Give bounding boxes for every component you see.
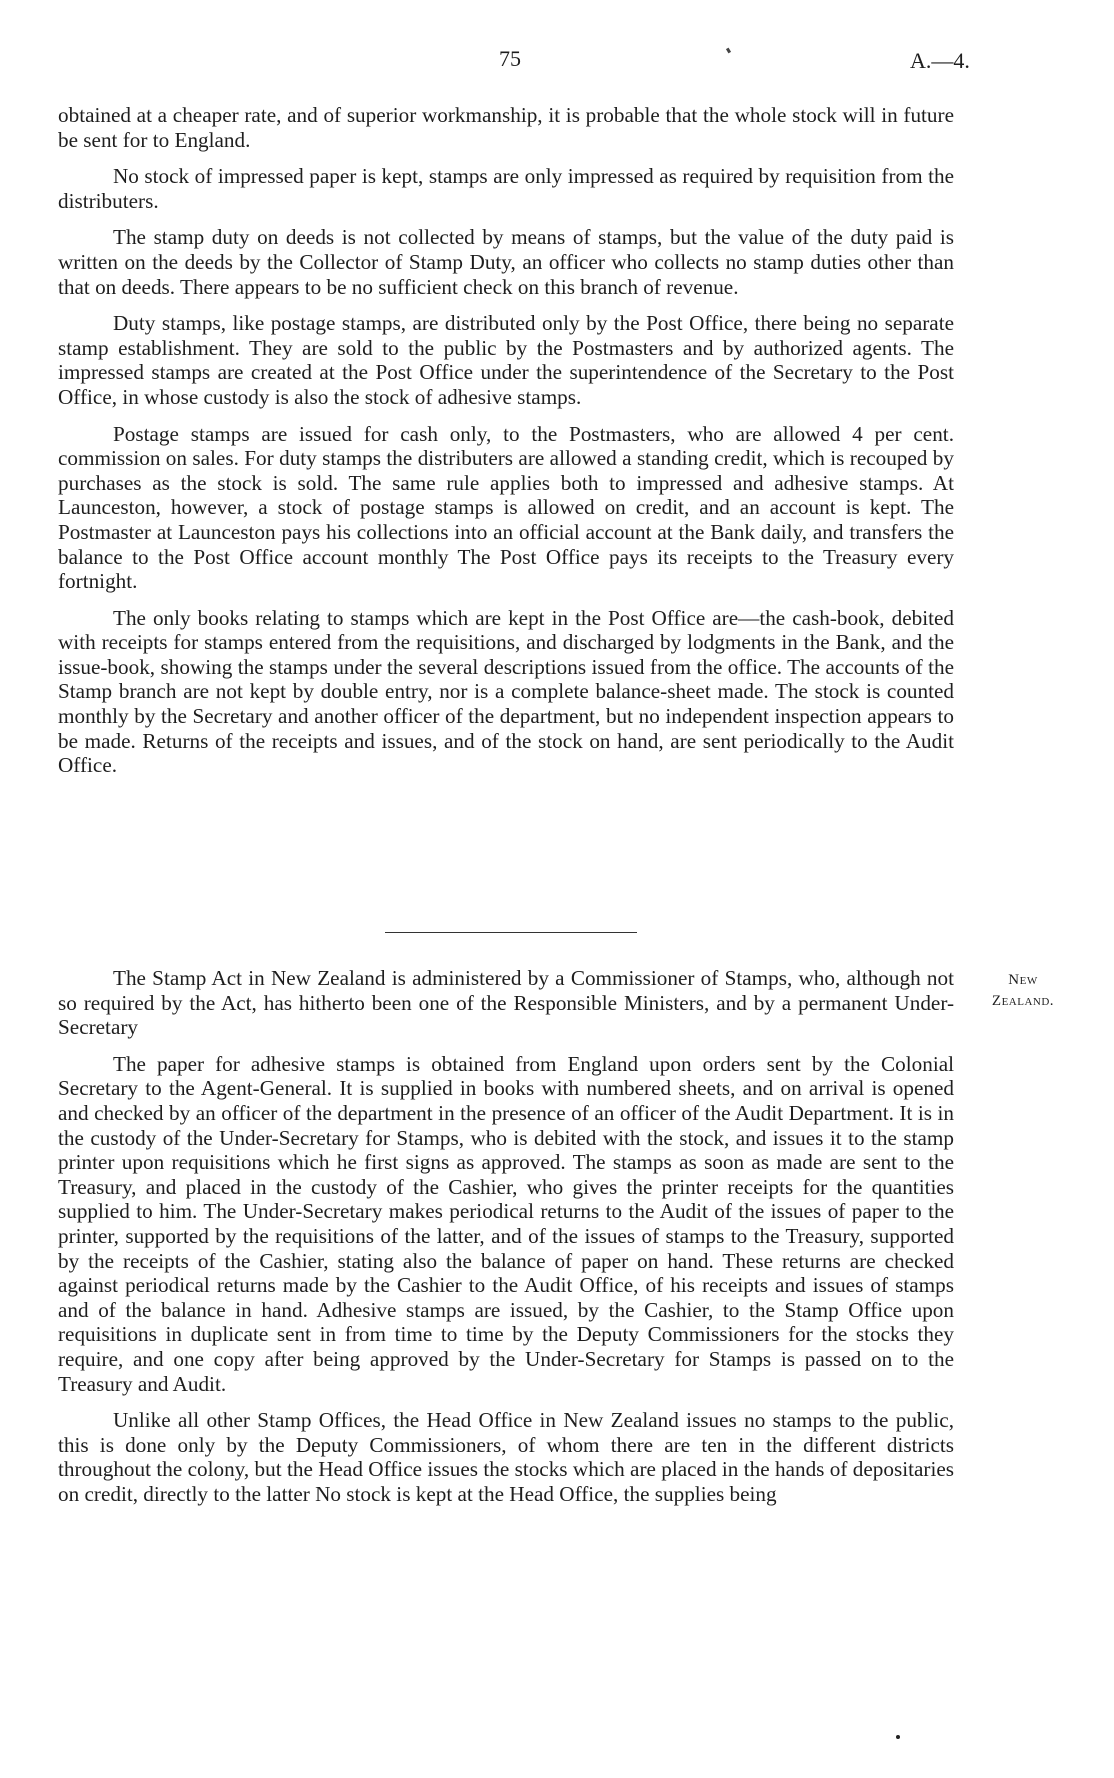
margin-note-line: New [1008, 972, 1038, 988]
paragraph-distribution: Duty stamps, like postage stamps, are distributed only by the Post Office, there being no separate stamp establishment. They are sold to the public by the Postmasters and by authorized agents. The impressed stamps are created at the Post Office under the superintendence of the Secretary to the Post Office, in whose custody is also the stock of adhesive stamps. [58, 311, 954, 409]
paragraph-adhesive-paper: The paper for adhesive stamps is obtained from England upon orders sent by the Colonial Secretary to the Agent-General. It is supplied in books with numbered sheets, and on arrival is opened and checked by an officer of the department in the presence of an officer of the Audit Department. It is in the custody of the Under-Secretary for Stamps, who is debited with the stock, and issues it to the stamp printer upon requisitions which he first signs as approved. The stamps as soon as made are sent to the Treasury, and placed in the custody of the Cashier, who gives the printer receipts for the quantities supplied to him. The Under-Secretary makes periodical returns to the Audit of the issues of paper to the printer, supported by the requisitions of the latter, and of the issues of stamps to the Treasury, supported by the receipts of the Cashier, stating also the balance of paper on hand. These returns are checked against periodical returns made by the Cashier to the Audit Office, of his receipts and issues of stamps and of the balance in hand. Adhesive stamps are issued, by the Cashier, to the Stamp Office upon requisitions in duplicate sent in from time to time by the Deputy Commissioners for the stocks they require, and one copy after being approved by the Under-Secretary for Stamps is passed on to the Treasury and Audit. [58, 1051, 954, 1396]
paragraph-stamp-act: The Stamp Act in New Zealand is administered by a Commissioner of Stamps, who, although not so required by the Act, has hitherto been one of the Responsible Ministers, and by a permanent Under-Secretary [58, 966, 954, 1040]
paragraph-head-office: Unlike all other Stamp Offices, the Head Office in New Zealand issues no stamps to the public, this is done only by the Deputy Commissioners, of whom there are ten in the different districts throughout the colony, but the Head Office issues the stocks which are placed in the hands of depositaries on credit, directly to the latter No stock is kept at the Head Office, the supplies being [58, 1408, 954, 1506]
paragraph-postage-issue: Postage stamps are issued for cash only, to the Postmasters, who are allowed 4 per cent. commission on sales. For duty stamps the distributers are allowed a standing credit, which is recouped by purchases as the stock is sold. The same rule applies both to impressed and adhesive stamps. At Launceston, however, a stock of postage stamps is allowed on credit, and an account is kept. The Postmaster at Launceston pays his collections into an official account at the Bank daily, and transfers the balance to the Post Office account monthly The Post Office pays its receipts to the Treasury every fortnight. [58, 421, 954, 594]
paragraph-books: The only books relating to stamps which are kept in the Post Office are—the cash-book, debited with receipts for stamps entered from the requisitions, and discharged by lodgments in the Bank, and the issue-book, showing the stamps under the several descriptions issued from the office. The accounts of the Stamp branch are not kept by double entry, nor is a complete balance-sheet made. The stock is counted monthly by the Secretary and another officer of the department, but no independent inspection appears to be made. Returns of the receipts and issues, and of the stock on hand, are sent periodically to the Audit Office. [58, 605, 954, 778]
page-number: 75 [499, 46, 521, 71]
margin-note-line: Zealand. [991, 993, 1055, 1009]
print-mark [896, 1735, 900, 1739]
paragraph-impressed-paper: No stock of impressed paper is kept, stamps are only impressed as required by requisition from the distributers. [58, 164, 954, 213]
document-reference: A.—4. [910, 48, 970, 73]
section-divider [385, 932, 637, 933]
paragraph-continued: obtained at a cheaper rate, and of superior workmanship, it is probable that the whole stock will in future be sent for to England. [58, 103, 954, 152]
tasmania-section [58, 103, 954, 790]
print-mark [726, 48, 731, 54]
margin-note-new-zealand [968, 970, 1078, 1012]
new-zealand-section [58, 966, 954, 1518]
paragraph-deed-duty: The stamp duty on deeds is not collected by means of stamps, but the value of the duty paid is written on the deeds by the Collector of Stamp Duty, an officer who collects no stamp duties other than that on deeds. There appears to be no sufficient check on this branch of revenue. [58, 225, 954, 299]
